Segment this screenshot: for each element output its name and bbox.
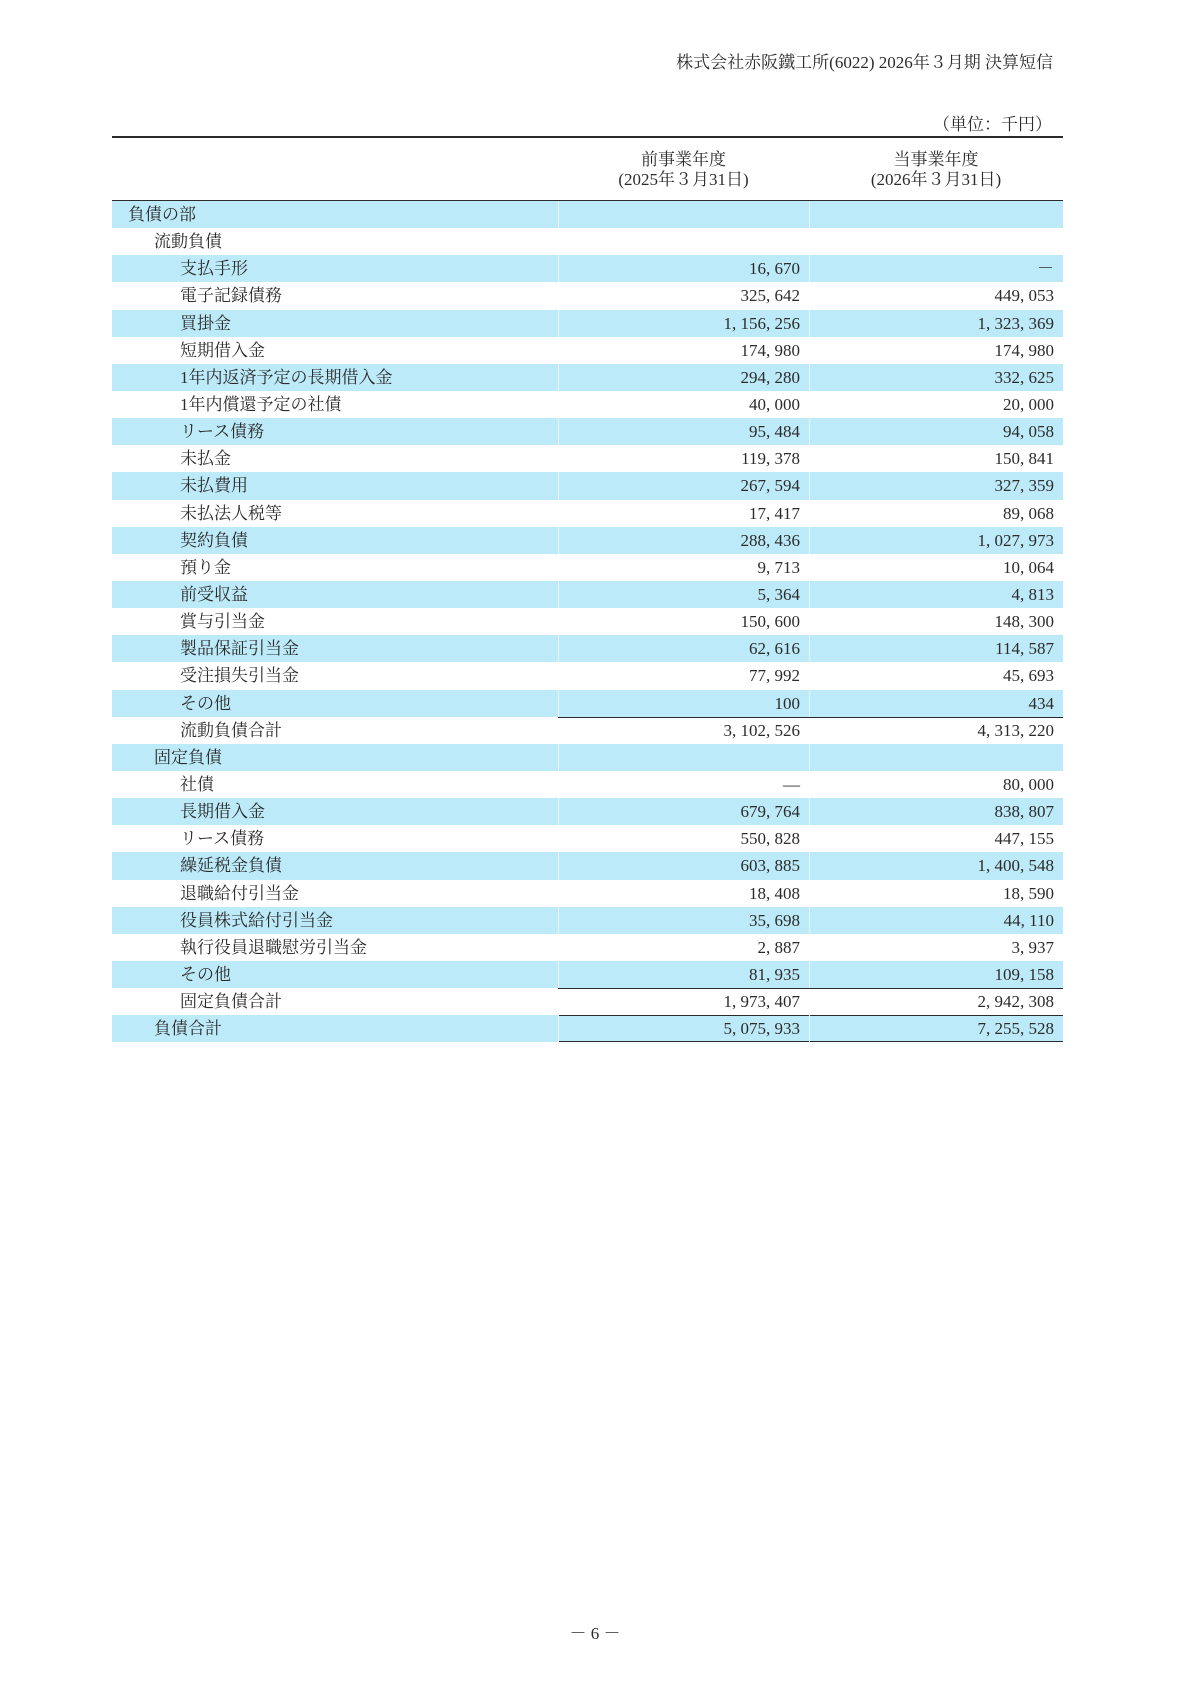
row-label: 繰延税金負債 <box>112 852 558 879</box>
current-value: 838, 807 <box>809 798 1063 825</box>
row-label: 前受収益 <box>112 581 558 608</box>
prior-value <box>558 201 809 228</box>
table-row <box>112 282 1063 309</box>
current-period-title: 当事業年度 <box>893 150 979 169</box>
header-label-cell <box>112 138 558 200</box>
unit-label: （単位：千円） <box>933 115 1052 134</box>
current-value: 2, 942, 308 <box>809 988 1063 1015</box>
table-row <box>112 418 1063 445</box>
prior-value: 40, 000 <box>749 394 800 414</box>
table-row <box>112 662 1063 689</box>
current-value <box>809 228 1063 255</box>
current-value: 4, 313, 220 <box>809 717 1063 744</box>
prior-value <box>558 744 809 771</box>
row-label: 執行役員退職慰労引当金 <box>180 937 367 957</box>
row-label: 契約負債 <box>112 527 558 554</box>
row-label: 受注損失引当金 <box>180 666 299 686</box>
current-value: 434 <box>809 690 1063 717</box>
prior-value: 9, 713 <box>757 557 800 577</box>
row-label: 固定負債 <box>112 744 558 771</box>
balance-sheet-liabilities-table <box>112 136 1063 1042</box>
table-row <box>112 364 1063 391</box>
current-value: 1, 323, 369 <box>809 310 1063 337</box>
row-label: 製品保証引当金 <box>112 635 558 662</box>
prior-period-title: 前事業年度 <box>641 150 726 169</box>
current-value: 327, 359 <box>809 472 1063 499</box>
current-period-date: (2026年３月31日) <box>870 170 1002 189</box>
section-heading-row <box>112 744 1063 771</box>
row-label: 退職給付引当金 <box>180 883 299 903</box>
row-label: 流動負債 <box>154 232 222 252</box>
row-label: その他 <box>112 690 558 717</box>
row-label: 負債合計 <box>112 1015 558 1042</box>
prior-value: 294, 280 <box>558 364 809 391</box>
row-label: 電子記録債務 <box>180 286 282 306</box>
current-value: 89, 068 <box>1003 503 1054 523</box>
table-row <box>112 934 1063 961</box>
row-label: 預り金 <box>180 557 231 577</box>
current-value: 447, 155 <box>994 829 1054 849</box>
row-label: 固定負債合計 <box>180 992 282 1012</box>
prior-value: 95, 484 <box>558 418 809 445</box>
current-value: 80, 000 <box>1003 774 1054 794</box>
prior-value: 288, 436 <box>558 527 809 554</box>
current-value <box>809 744 1063 771</box>
prior-value: 17, 417 <box>749 503 800 523</box>
table-row <box>112 961 1063 988</box>
table-row <box>112 581 1063 608</box>
prior-value <box>558 228 809 255</box>
current-value: 7, 255, 528 <box>809 1015 1063 1042</box>
current-value: 20, 000 <box>1003 394 1054 414</box>
table-row <box>112 825 1063 852</box>
prior-value: 3, 102, 526 <box>558 717 809 744</box>
row-label: 負債の部 <box>112 201 558 228</box>
subtotal-row <box>112 988 1063 1015</box>
row-label: 長期借入金 <box>112 798 558 825</box>
table-row <box>112 391 1063 418</box>
current-value: 10, 064 <box>1003 557 1054 577</box>
prior-value: 5, 075, 933 <box>558 1015 809 1042</box>
prior-value: 1, 973, 407 <box>558 988 809 1015</box>
table-row <box>112 527 1063 554</box>
prior-value: 119, 378 <box>741 449 800 469</box>
header-prior-period <box>558 138 809 200</box>
total-row <box>112 1015 1063 1042</box>
prior-value: 18, 408 <box>749 883 800 903</box>
prior-value: ― <box>783 774 800 794</box>
table-row <box>112 554 1063 581</box>
current-value: 45, 693 <box>1003 666 1054 686</box>
row-label: その他 <box>112 961 558 988</box>
row-label: リース債務 <box>112 418 558 445</box>
current-value: － <box>809 255 1063 282</box>
row-label: 1年内返済予定の長期借入金 <box>112 364 558 391</box>
current-value: 114, 587 <box>809 635 1063 662</box>
table-row <box>112 472 1063 499</box>
table-row <box>112 880 1063 907</box>
table-row <box>112 608 1063 635</box>
row-label: 未払法人税等 <box>180 503 282 523</box>
subtotal-row <box>112 717 1063 744</box>
table-row <box>112 255 1063 282</box>
current-value: 94, 058 <box>809 418 1063 445</box>
prior-value: 174, 980 <box>740 340 800 360</box>
row-label: 1年内償還予定の社債 <box>180 394 342 414</box>
row-label: 賞与引当金 <box>180 612 265 632</box>
prior-value: 100 <box>558 690 809 717</box>
current-value: 174, 980 <box>994 340 1054 360</box>
row-label: 短期借入金 <box>180 340 265 360</box>
prior-period-date: (2025年３月31日) <box>618 170 749 189</box>
prior-value: 16, 670 <box>558 255 809 282</box>
table-row <box>112 852 1063 879</box>
prior-value: 550, 828 <box>740 829 800 849</box>
header-current-period <box>809 138 1063 200</box>
current-value: 332, 625 <box>809 364 1063 391</box>
current-value: 148, 300 <box>994 612 1054 632</box>
prior-value: 62, 616 <box>558 635 809 662</box>
table-row <box>112 771 1063 798</box>
current-value <box>809 201 1063 228</box>
table-row <box>112 310 1063 337</box>
row-label: リース債務 <box>180 829 265 849</box>
current-value: 18, 590 <box>1003 883 1054 903</box>
row-label: 支払手形 <box>112 255 558 282</box>
row-label: 流動負債合計 <box>180 720 282 740</box>
prior-value: 267, 594 <box>558 472 809 499</box>
table-row <box>112 798 1063 825</box>
table-row <box>112 907 1063 934</box>
row-label: 未払金 <box>180 449 231 469</box>
current-value: 449, 053 <box>994 286 1054 306</box>
prior-value: 325, 642 <box>740 286 800 306</box>
prior-value: 603, 885 <box>558 852 809 879</box>
current-value: 109, 158 <box>809 961 1063 988</box>
current-value: 44, 110 <box>809 907 1063 934</box>
row-label: 社債 <box>180 774 214 794</box>
current-value: 1, 400, 548 <box>809 852 1063 879</box>
prior-value: 35, 698 <box>558 907 809 934</box>
current-value: 4, 813 <box>809 581 1063 608</box>
prior-value: 77, 992 <box>749 666 800 686</box>
table-row <box>112 337 1063 364</box>
current-value: 1, 027, 973 <box>809 527 1063 554</box>
current-value: 3, 937 <box>1011 937 1054 957</box>
page-number: － 6 － <box>569 1624 621 1643</box>
row-label: 未払費用 <box>112 472 558 499</box>
row-label: 役員株式給付引当金 <box>112 907 558 934</box>
row-label: 買掛金 <box>112 310 558 337</box>
prior-value: 1, 156, 256 <box>558 310 809 337</box>
table-row <box>112 445 1063 472</box>
document-header: 株式会社赤阪鐵工所(6022) 2026年３月期 決算短信 <box>676 53 1053 72</box>
section-heading-row <box>112 201 1063 228</box>
current-value: 150, 841 <box>994 449 1054 469</box>
section-heading-row <box>112 228 1063 255</box>
prior-value: 150, 600 <box>740 612 800 632</box>
table-row <box>112 690 1063 717</box>
prior-value: 2, 887 <box>757 937 800 957</box>
prior-value: 5, 364 <box>558 581 809 608</box>
prior-value: 81, 935 <box>558 961 809 988</box>
table-row <box>112 500 1063 527</box>
table-row <box>112 635 1063 662</box>
prior-value: 679, 764 <box>558 798 809 825</box>
table-header-row <box>112 136 1063 201</box>
